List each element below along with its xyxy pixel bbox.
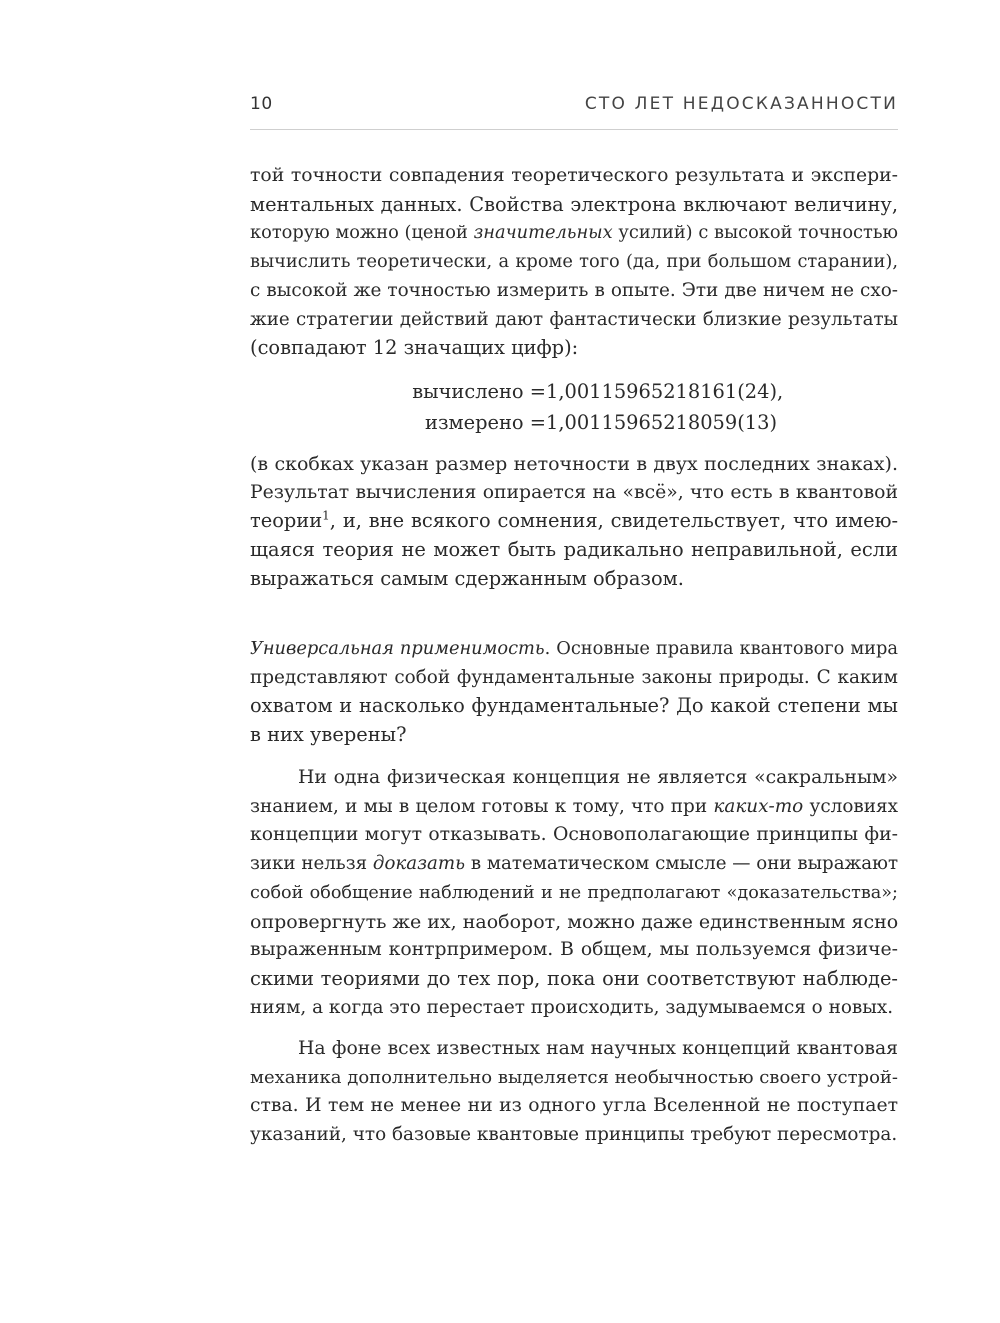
paragraph-3 bbox=[250, 635, 898, 750]
paragraph-5 bbox=[250, 1035, 898, 1150]
paragraph-4 bbox=[250, 764, 898, 1022]
equation-lhs: вычислено = bbox=[412, 380, 546, 403]
text-line: ниям, а когда это перестает происходить, задумываемся о новых. bbox=[250, 996, 894, 1018]
equation-row-measured bbox=[250, 407, 898, 438]
paragraph-2 bbox=[250, 450, 898, 594]
emphasis-text: значительных bbox=[473, 222, 613, 244]
text-line: указаний, что базовые квантовые принципы требуют пересмотра. bbox=[250, 1124, 898, 1146]
text-fragment: в математическом смысле — они выражают bbox=[465, 853, 899, 875]
equation-rhs: 1,00115965218059(13) bbox=[546, 411, 778, 434]
equation-rhs: 1,00115965218161(24), bbox=[546, 380, 784, 403]
text-line: собой обобщение наблюдений и не предполагают «доказательства»; bbox=[250, 882, 898, 903]
paragraph-1 bbox=[250, 162, 898, 363]
text-fragment: условиях bbox=[803, 795, 898, 817]
page-number: 10 bbox=[250, 94, 273, 114]
text-line: выраженным контрпримером. В общем, мы пользуемся физиче- bbox=[250, 939, 898, 961]
text-line bbox=[250, 219, 898, 248]
text-line: щаяся теория не может быть радикально неправильной, если bbox=[250, 538, 898, 562]
text-line bbox=[250, 507, 898, 536]
text-fragment: , и, вне всякого сомнения, свидетельствует, что имею- bbox=[329, 509, 898, 533]
text-line: с высокой же точностью измерить в опыте. Эти две ничем не схо- bbox=[250, 279, 898, 301]
text-line: ментальных данных. Свойства электрона включают величину, bbox=[250, 192, 898, 216]
text-line: (в скобках указан размер неточности в двух последних знаках). bbox=[250, 453, 898, 475]
text-line: ства. И тем не менее ни из одного угла Вселенной не поступает bbox=[250, 1095, 898, 1117]
text-line: жие стратегии действий дают фантастически близкие результаты bbox=[250, 308, 898, 330]
text-line: в них уверены? bbox=[250, 723, 407, 747]
text-line: Ни одна физическая концепция не является «сакральным» bbox=[298, 767, 898, 788]
text-line bbox=[250, 850, 898, 879]
text-fragment: усилий) с высокой точностью bbox=[612, 222, 898, 244]
emphasis-text: доказать bbox=[372, 853, 466, 875]
text-fragment: знанием, и мы в целом готовы к тому, что при bbox=[250, 795, 714, 817]
emphasis-text: каких-то bbox=[713, 795, 804, 817]
text-fragment: . Основные правила квантового мира bbox=[544, 638, 898, 659]
text-line: вычислить теоретически, а кроме того (да, при большом старании), bbox=[250, 251, 898, 273]
text-line: механика дополнительно выделяется необычностью своего устрой- bbox=[250, 1066, 898, 1088]
text-line: Результат вычисления опирается на «всё», что есть в квантовой bbox=[250, 481, 898, 503]
text-line: скими теориями до тех пор, пока они соответствуют наблюде- bbox=[250, 966, 898, 990]
text-line: выражаться самым сдержанным образом. bbox=[250, 566, 684, 590]
text-fragment: которую можно (ценой bbox=[250, 222, 474, 244]
text-line: охватом и насколько фундаментальные? До какой степени мы bbox=[250, 694, 898, 718]
equation-lhs: измерено = bbox=[425, 411, 546, 434]
equation-row-computed bbox=[250, 376, 898, 407]
footnote-marker[interactable]: 1 bbox=[322, 508, 330, 523]
text-line bbox=[250, 635, 898, 664]
text-line: концепции могут отказывать. Основополагающие принципы фи- bbox=[250, 824, 898, 846]
text-line: (совпадают 12 значащих цифр): bbox=[250, 336, 579, 360]
text-line: представляют собой фундаментальные законы природы. С каким bbox=[250, 666, 898, 688]
text-line: На фоне всех известных нам научных концепций квантовая bbox=[298, 1038, 898, 1059]
equation-block bbox=[250, 376, 898, 438]
running-header bbox=[250, 92, 898, 122]
section-lead-term: Универсальная применимость bbox=[250, 638, 545, 659]
text-fragment: зики нельзя bbox=[250, 853, 373, 875]
text-line bbox=[250, 793, 898, 822]
text-line: опровергнуть же их, наоборот, можно даже единственным ясно bbox=[250, 910, 899, 933]
text-fragment: теории bbox=[250, 509, 323, 533]
header-divider bbox=[250, 129, 898, 130]
running-title: СТО ЛЕТ НЕДОСКАЗАННОСТИ bbox=[584, 94, 898, 114]
text-line: той точности совпадения теоретического результата и экспери- bbox=[250, 165, 898, 186]
